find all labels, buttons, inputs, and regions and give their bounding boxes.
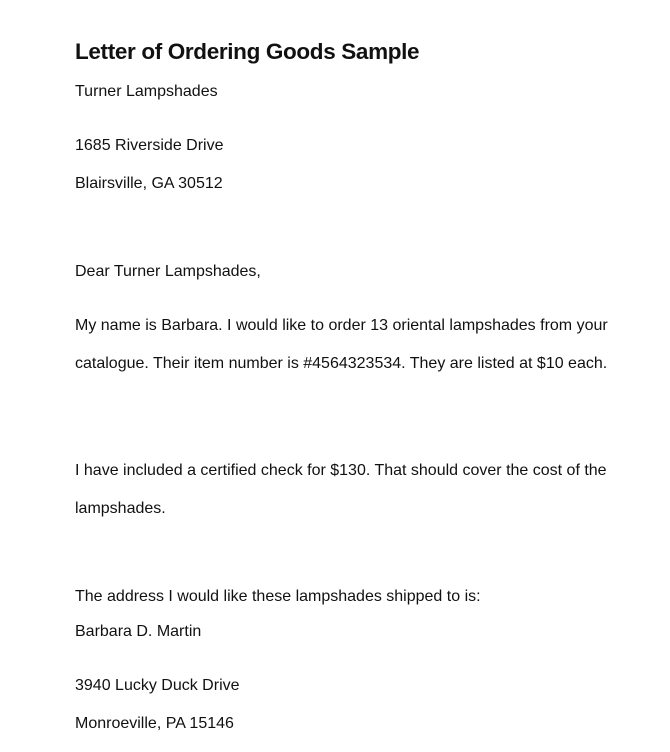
order-paragraph-line-2: catalogue. Their item number is #4564323534. They are listed at $10 each. xyxy=(75,355,608,372)
order-paragraph-line-1: My name is Barbara. I would like to order 13 oriental lampshades from your xyxy=(75,317,608,334)
sender-street: 1685 Riverside Drive xyxy=(75,137,224,154)
page-title: Letter of Ordering Goods Sample xyxy=(75,39,420,64)
shipping-intro: The address I would like these lampshades shipped to is: xyxy=(75,588,481,605)
sender-city-state-zip: Blairsville, GA 30512 xyxy=(75,175,223,192)
shipping-address xyxy=(75,657,645,752)
order-paragraph xyxy=(75,297,645,392)
shipping-city-state-zip: Monroeville, PA 15146 xyxy=(75,715,234,732)
salutation: Dear Turner Lampshades, xyxy=(75,263,261,280)
payment-paragraph-line-1: I have included a certified check for $130. That should cover the cost of the xyxy=(75,462,607,479)
sender-company: Turner Lampshades xyxy=(75,83,218,100)
sender-address xyxy=(75,117,645,212)
letter-content xyxy=(75,38,645,752)
payment-paragraph-line-2: lampshades. xyxy=(75,500,166,517)
payment-paragraph xyxy=(75,442,645,537)
shipping-street: 3940 Lucky Duck Drive xyxy=(75,677,240,694)
shipping-name: Barbara D. Martin xyxy=(75,623,202,640)
